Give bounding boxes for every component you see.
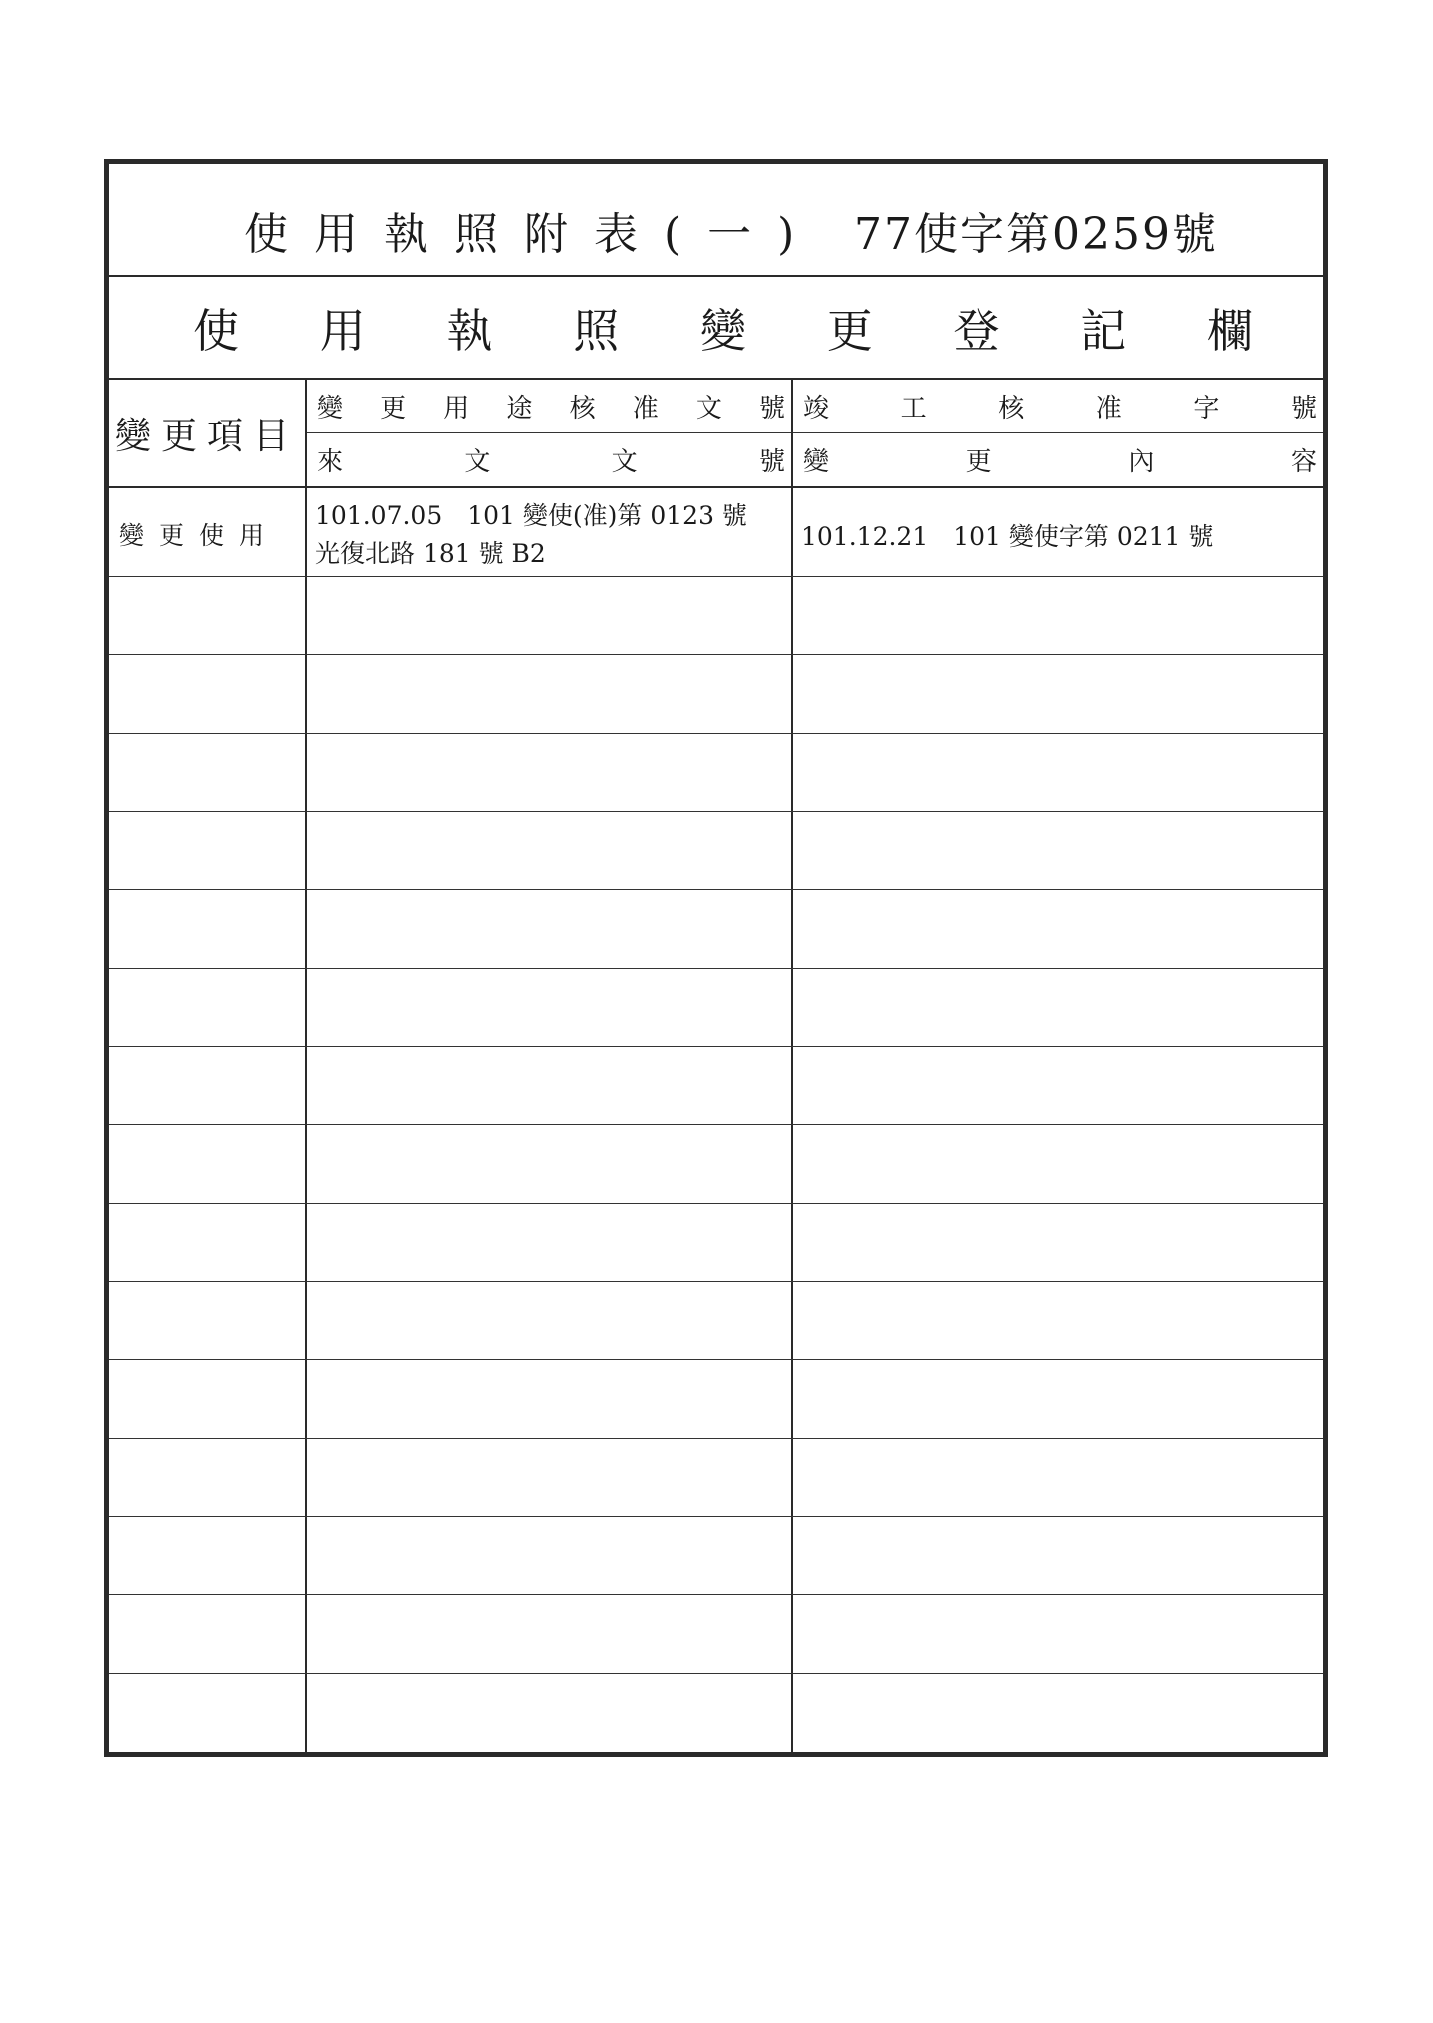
- heading-char: 更: [826, 303, 873, 358]
- table-row: [109, 1595, 1323, 1673]
- empty-cell: [793, 890, 1323, 967]
- header-approval-doc: 變 更 用 途 核 准 文 號: [307, 380, 793, 433]
- table-row: [109, 969, 1323, 1047]
- empty-cell: [793, 1595, 1323, 1672]
- empty-cell: [307, 969, 793, 1046]
- empty-cell: [793, 1125, 1323, 1202]
- empty-cell: [109, 1282, 307, 1359]
- empty-cell: [307, 1125, 793, 1202]
- empty-cell: [307, 1204, 793, 1281]
- empty-cell: [109, 1674, 307, 1752]
- table-row: [109, 577, 1323, 655]
- empty-cell: [793, 1047, 1323, 1124]
- license-change-form: [104, 159, 1328, 1757]
- empty-cell: [307, 1517, 793, 1594]
- empty-cell: [109, 734, 307, 811]
- empty-cell: [793, 1674, 1323, 1752]
- item-cell: [109, 488, 307, 576]
- title-row: [109, 164, 1323, 277]
- table-row: [109, 1204, 1323, 1282]
- empty-cell: [793, 969, 1323, 1046]
- header-incoming-doc: 來 文 文 號: [307, 433, 793, 488]
- empty-cell: [109, 577, 307, 654]
- table-row: [109, 1047, 1323, 1125]
- empty-cell: [307, 1674, 793, 1752]
- empty-cell: [109, 1439, 307, 1516]
- empty-cell: [109, 1517, 307, 1594]
- header-change-content: 變 更 內 容: [793, 433, 1323, 488]
- table-row: [109, 812, 1323, 890]
- empty-cell: [793, 1439, 1323, 1516]
- empty-cell: [307, 1439, 793, 1516]
- empty-cell: [307, 577, 793, 654]
- empty-cell: [109, 1204, 307, 1281]
- table-row: [109, 1282, 1323, 1360]
- header-change-item: 變更項目: [109, 380, 307, 488]
- empty-cell: [793, 655, 1323, 732]
- empty-cell: [109, 1125, 307, 1202]
- empty-cell: [307, 1360, 793, 1437]
- heading-char: 變: [700, 303, 746, 358]
- empty-cell: [307, 655, 793, 732]
- empty-cell: [793, 1517, 1323, 1594]
- change-item: 變更使用: [119, 521, 280, 550]
- form-title: 使用執照附表(一): [244, 209, 821, 260]
- empty-cell: [307, 1047, 793, 1124]
- empty-cell: [109, 655, 307, 732]
- empty-cell: [307, 734, 793, 811]
- empty-cell: [307, 1595, 793, 1672]
- table-row: [109, 488, 1323, 577]
- table-row: [109, 1517, 1323, 1595]
- heading-char: 執: [446, 303, 493, 358]
- empty-cell: [109, 1360, 307, 1437]
- table-row: [109, 655, 1323, 733]
- empty-cell: [109, 969, 307, 1046]
- completion-cell: [793, 488, 1323, 576]
- empty-cell: [793, 734, 1323, 811]
- heading-char: 照: [573, 303, 620, 358]
- doc-cell: [307, 488, 793, 576]
- table-row: [109, 1674, 1323, 1752]
- section-heading: [109, 277, 1323, 380]
- empty-cell: [307, 890, 793, 967]
- completion-number: 101.12.21 101 變使字第 0211 號: [801, 522, 1214, 551]
- address: 光復北路 181 號 B2: [315, 539, 546, 568]
- heading-char: 使: [193, 303, 239, 358]
- heading-char: 欄: [1207, 303, 1253, 358]
- heading-char: 記: [1080, 303, 1127, 358]
- empty-cell: [307, 812, 793, 889]
- table-row: [109, 1360, 1323, 1438]
- heading-char: 登: [953, 303, 1000, 358]
- empty-cell: [307, 1282, 793, 1359]
- table-row: [109, 734, 1323, 812]
- empty-cell: [793, 1204, 1323, 1281]
- approval-doc-number: 101.07.05 101 變使(准)第 0123 號: [315, 501, 747, 530]
- empty-cell: [109, 1047, 307, 1124]
- empty-cell: [793, 1282, 1323, 1359]
- empty-cell: [109, 1595, 307, 1672]
- header-completion-no: 竣 工 核 准 字 號: [793, 380, 1323, 433]
- empty-cell: [109, 812, 307, 889]
- heading-char: 用: [319, 303, 366, 358]
- empty-cell: [793, 577, 1323, 654]
- license-number: 77使字第0259號: [854, 209, 1218, 260]
- empty-cell: [793, 812, 1323, 889]
- empty-cell: [793, 1360, 1323, 1437]
- table-row: [109, 1125, 1323, 1203]
- empty-cell: [109, 890, 307, 967]
- table-row: [109, 1439, 1323, 1517]
- table-row: [109, 890, 1323, 968]
